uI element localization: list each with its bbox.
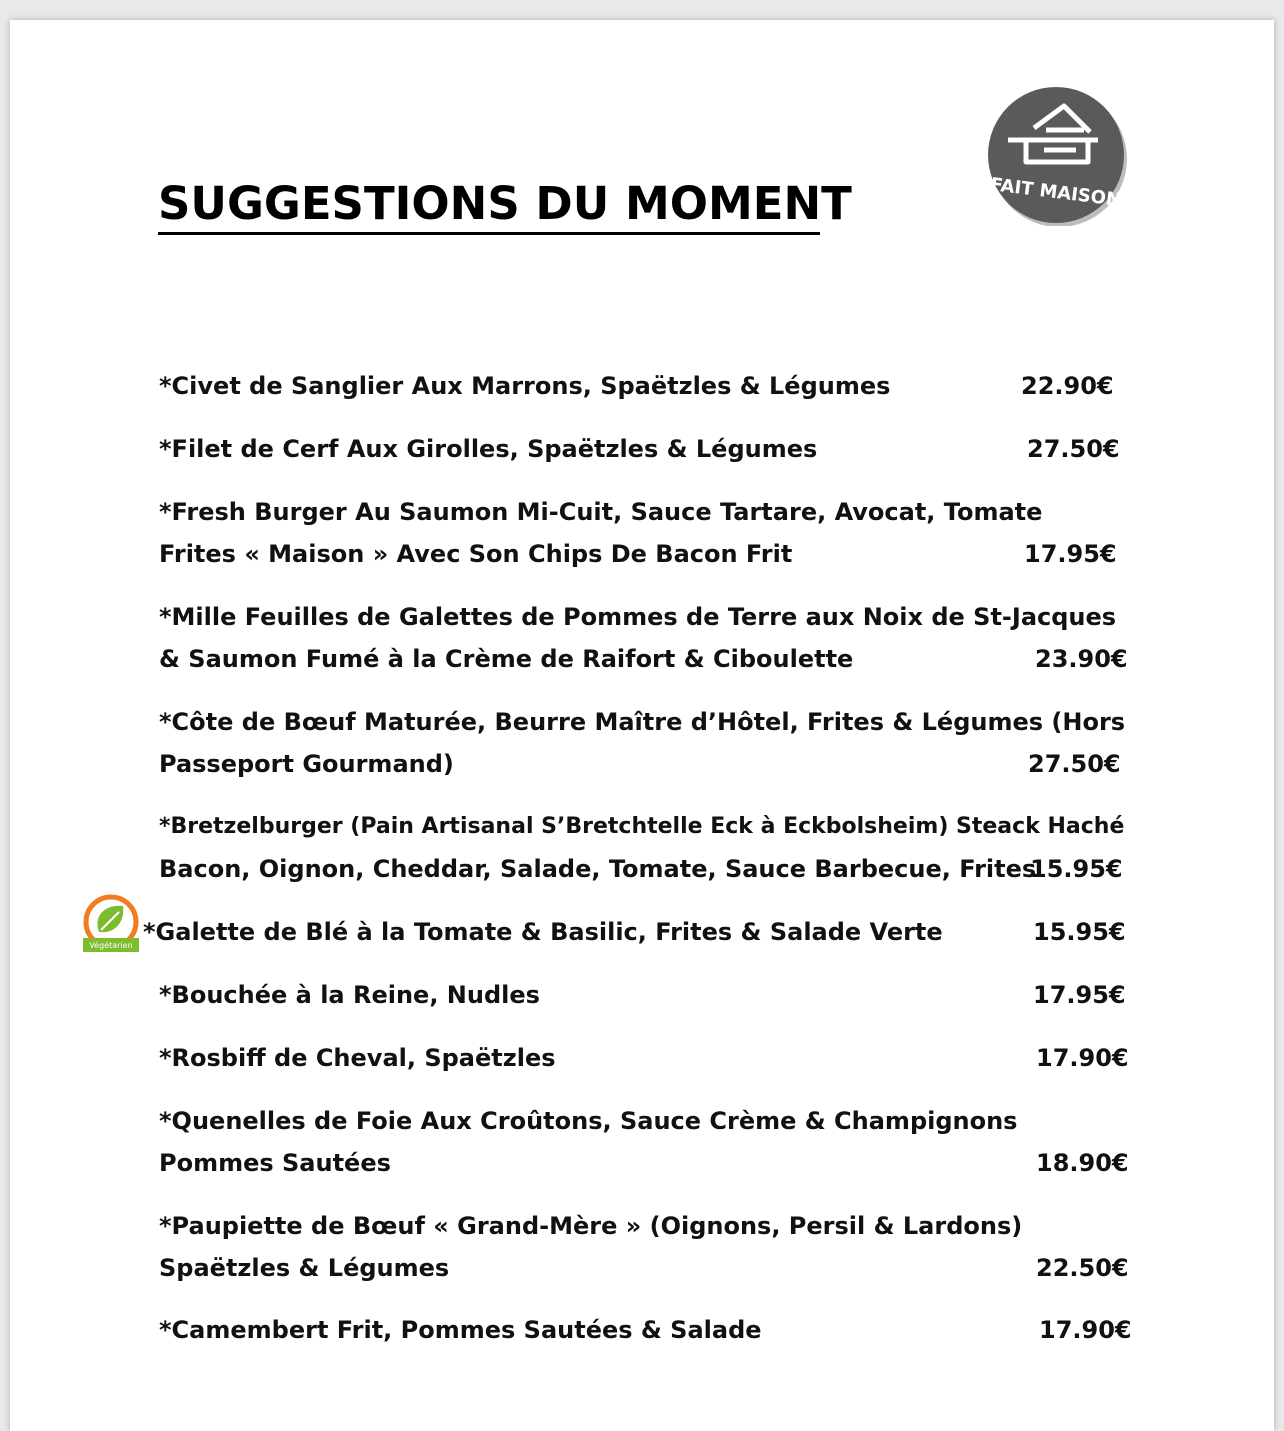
menu-item	[159, 1100, 1134, 1184]
item-line: Passeport Gourmand)	[159, 750, 454, 778]
menu-item	[159, 701, 1134, 785]
item-line: *Quenelles de Foie Aux Croûtons, Sauce Crème & Champignons	[159, 1107, 1018, 1135]
item-line: & Saumon Fumé à la Crème de Raifort & Ciboulette	[159, 645, 854, 673]
item-line: Frites « Maison » Avec Son Chips De Bacon Frit	[159, 540, 793, 568]
menu-item	[159, 1309, 1134, 1351]
item-line: *Bretzelburger (Pain Artisanal S’Bretchtelle Eck à Eckbolsheim) Steack Haché	[159, 814, 1125, 839]
menu-item	[159, 974, 1134, 1016]
item-line: *Paupiette de Bœuf « Grand-Mère » (Oignons, Persil & Lardons)	[159, 1212, 1023, 1240]
item-price: 17.95€	[1033, 981, 1126, 1009]
menu-item	[159, 596, 1134, 680]
item-price: 27.50€	[1027, 435, 1120, 463]
item-line: *Galette de Blé à la Tomate & Basilic, Frites & Salade Verte	[143, 918, 943, 946]
item-line: *Bouchée à la Reine, Nudles	[159, 981, 540, 1009]
menu-item-vegetarian	[143, 911, 1134, 953]
item-line: *Rosbiff de Cheval, Spaëtzles	[159, 1044, 556, 1072]
item-price: 18.90€	[1036, 1149, 1129, 1177]
vegetarian-badge	[83, 892, 139, 952]
veg-badge-text: Végétarien	[89, 941, 133, 950]
item-price: 15.95€	[1030, 855, 1123, 883]
item-price: 22.50€	[1036, 1254, 1129, 1282]
item-price: 17.90€	[1039, 1316, 1132, 1344]
item-price: 22.90€	[1021, 372, 1114, 400]
menu-item	[159, 428, 1134, 470]
fait-maison-badge	[986, 84, 1128, 226]
item-line: *Filet de Cerf Aux Girolles, Spaëtzles & Légumes	[159, 435, 818, 463]
item-line: Bacon, Oignon, Cheddar, Salade, Tomate, Sauce Barbecue, Frites	[159, 855, 1037, 883]
page-title: SUGGESTIONS DU MOMENT	[158, 178, 820, 235]
item-line: *Civet de Sanglier Aux Marrons, Spaëtzles & Légumes	[159, 372, 891, 400]
item-price: 17.95€	[1024, 540, 1117, 568]
item-price: 27.50€	[1028, 750, 1121, 778]
item-line: Pommes Sautées	[159, 1149, 391, 1177]
item-price: 23.90€	[1035, 645, 1128, 673]
item-line: *Côte de Bœuf Maturée, Beurre Maître d’Hôtel, Frites & Légumes (Hors	[159, 708, 1126, 736]
menu-page	[10, 20, 1274, 1431]
item-price: 17.90€	[1036, 1044, 1129, 1072]
item-line: Spaëtzles & Légumes	[159, 1254, 450, 1282]
menu-item	[159, 491, 1134, 575]
menu-item	[159, 365, 1134, 407]
menu-item	[159, 806, 1134, 890]
item-line: *Camembert Frit, Pommes Sautées & Salade	[159, 1316, 762, 1344]
item-line: *Mille Feuilles de Galettes de Pommes de Terre aux Noix de St-Jacques	[159, 603, 1117, 631]
badge-text: FAIT MAISON	[989, 174, 1123, 211]
item-price: 15.95€	[1033, 918, 1126, 946]
menu-item	[159, 1205, 1134, 1289]
item-line: *Fresh Burger Au Saumon Mi-Cuit, Sauce Tartare, Avocat, Tomate	[159, 498, 1043, 526]
menu-item	[159, 1037, 1134, 1079]
